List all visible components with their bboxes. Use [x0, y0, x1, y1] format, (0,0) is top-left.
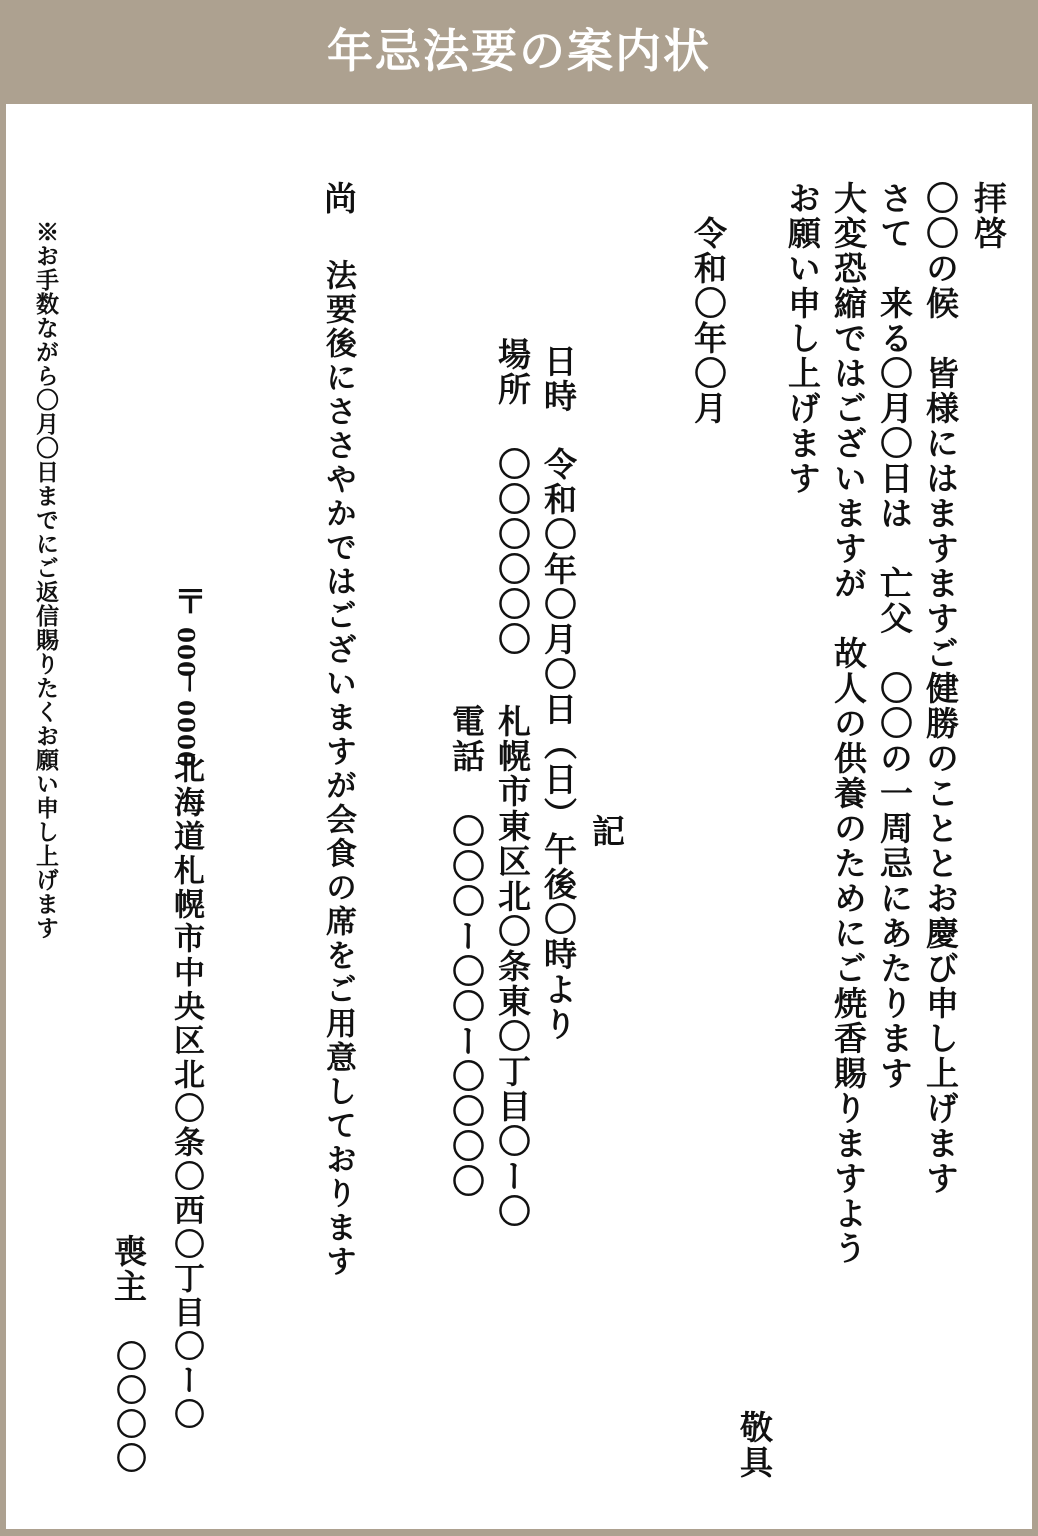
letter-paper — [6, 104, 1032, 1529]
body-line-3: 大変恐縮ではございますが 故人の供養のためにご焼香賜りますよう — [829, 181, 868, 1266]
nao-text: 法要後にささやかではございますが会食の席をご用意しております — [320, 259, 356, 1279]
phone-value: 〇〇〇ー〇〇ー〇〇〇〇 — [447, 814, 486, 1199]
reply-note: ※お手数ながら〇月〇日までにご返信賜りたくお願い申し上げます — [32, 220, 59, 940]
datetime-value: 令和〇年〇月〇日（日）午後〇時より — [539, 447, 578, 1042]
page-title: 年忌法要の案内状 — [327, 24, 711, 78]
body-line-2: さて 来る〇月〇日は 亡父 〇〇の一周忌にあたります — [875, 181, 914, 1091]
postal-first: 000 — [172, 627, 199, 679]
postal-separator: ー — [174, 669, 203, 695]
letter-date: 令和〇年〇月 — [689, 216, 728, 426]
place-label: 場所 — [493, 337, 532, 407]
closing: 敬具 — [735, 1410, 774, 1480]
sender-address: 北海道札幌市中央区北〇条〇西〇丁目〇ー〇 — [168, 752, 204, 1432]
greeting: 拝啓 — [969, 181, 1008, 251]
datetime-label: 日時 — [539, 344, 578, 414]
nao-mark: 尚 — [319, 181, 358, 216]
place-name: 〇〇〇〇〇〇 — [493, 447, 532, 657]
body-line-4: お願い申し上げます — [783, 181, 822, 496]
body-line-1: 〇〇の候 皆様にはますますご健勝のこととお慶び申し上げます — [921, 181, 960, 1196]
ki-mark: 記 — [587, 814, 626, 849]
header-bar — [0, 0, 1038, 104]
postal-second: 0000 — [172, 700, 199, 769]
sender-name: 〇〇〇〇 — [110, 1340, 146, 1476]
postal-mark: 〒 — [169, 584, 208, 619]
place-address: 札幌市東区北〇条東〇丁目〇ー〇 — [493, 704, 532, 1229]
sender-title: 喪主 — [109, 1234, 148, 1304]
phone-label: 電話 — [447, 704, 486, 774]
